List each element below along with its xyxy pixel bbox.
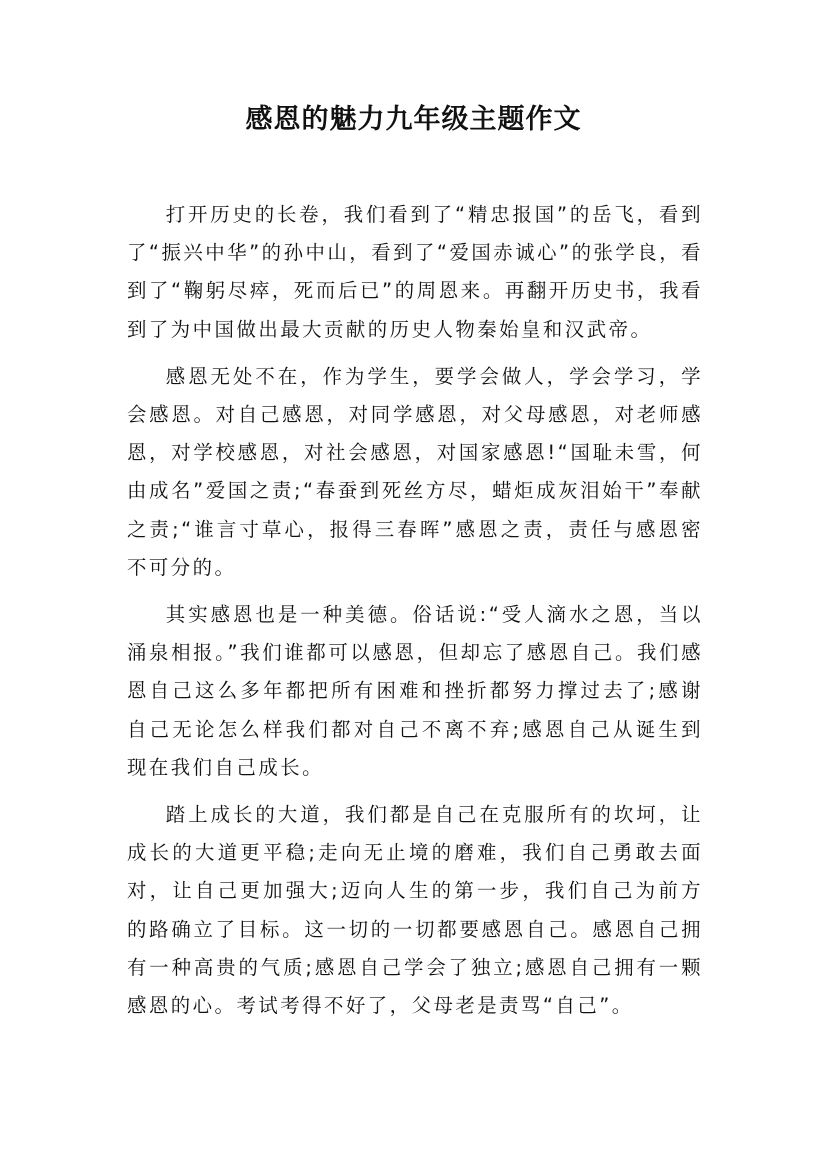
paragraph-2: 感恩无处不在，作为学生，要学会做人，学会学习，学会感恩。对自己感恩，对同学感恩，对父母感恩，对老师感恩，对学校感恩，对社会感恩，对国家感恩!“国耻未雪，何由成名”爱国之责;“春蚕到死丝方尽，蜡炬成灰泪始干”奉献之责;“谁言寸草心，报得三春晖”感恩之责，责任与感恩密不可分的。	[127, 364, 703, 579]
paragraph-3: 其实感恩也是一种美德。俗话说:“受人滴水之恩，当以涌泉相报。”我们谁都可以感恩，但却忘了感恩自己。我们感恩自己这么多年都把所有困难和挫折都努力撑过去了;感谢自己无论怎么样我们都对自己不离不弃;感恩自己从诞生到现在我们自己成长。	[127, 603, 703, 779]
essay-body	[127, 196, 703, 1034]
paragraph-4: 踏上成长的大道，我们都是自己在克服所有的坎坷，让成长的大道更平稳;走向无止境的磨难，我们自己勇敢去面对，让自己更加强大;迈向人生的第一步，我们自己为前方的路确立了目标。这一切的一切都要感恩自己。感恩自己拥有一种高贵的气质;感恩自己学会了独立;感恩自己拥有一颗感恩的心。考试考得不好了，父母老是责骂“自己”。	[127, 803, 703, 1018]
paragraph-1: 打开历史的长卷，我们看到了“精忠报国”的岳飞，看到了“振兴中华”的孙中山，看到了“爱国赤诚心”的张学良，看到了“鞠躬尽瘁，死而后已”的周恩来。再翻开历史书，我看到了为中国做出最大贡献的历史人物秦始皇和汉武帝。	[127, 203, 703, 341]
page-title: 感恩的魅力九年级主题作文	[245, 104, 582, 135]
